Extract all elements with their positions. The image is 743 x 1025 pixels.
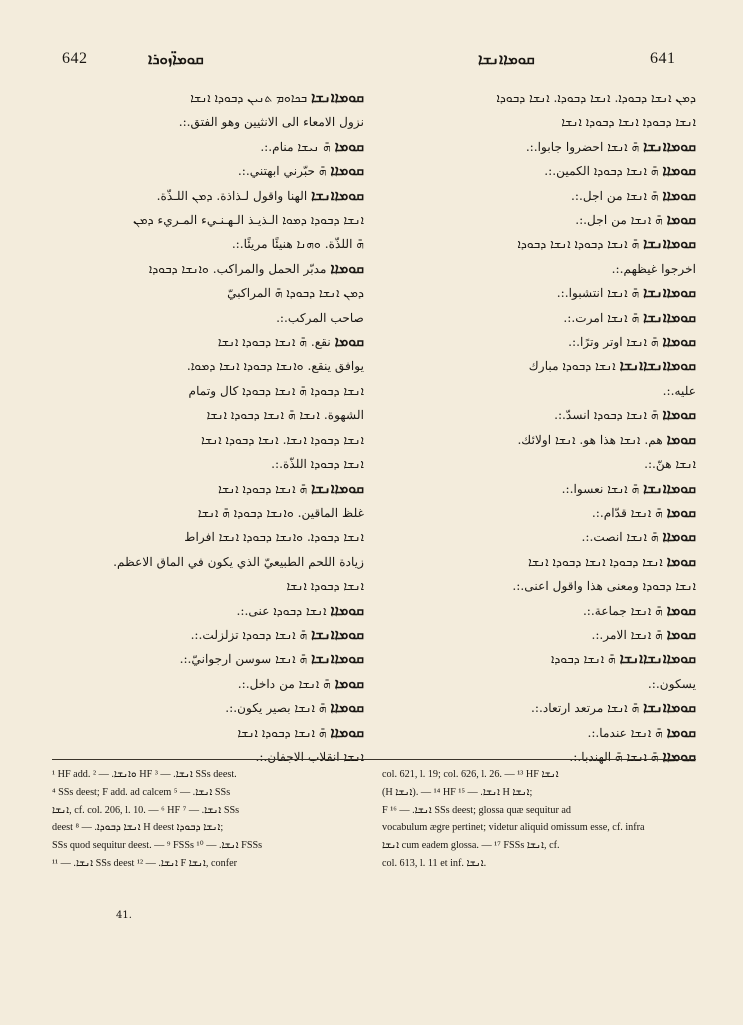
headword: ܩܘܡܐܐܢܫܐܐܢܫܐ: [619, 651, 696, 668]
definition-text: ܗ̄ ܐܢܫܐ ܕܒܘܕܐ الكمين.:.: [544, 164, 659, 179]
definition-text: ܐܢܫܐ هنّ.:.: [644, 457, 696, 472]
definition-text: مدبّر الحمل والمراكب. ܘܐܢܫܐ ܕܒܘܕܐ: [148, 261, 327, 276]
definition-text: ܐܢܫܐ ܕܒܘܕܐ ܐܢܫܐ. ܐܢܫܐ ܕܒܘܕܐ ܐܢܫܐ: [201, 432, 364, 447]
definition-text: ܗ̄ ܐܢܫܐ انصت.:.: [581, 530, 659, 545]
headword: ܩܘܡܐܐ: [330, 700, 364, 717]
headword: ܩܘܡܐ: [334, 138, 364, 155]
definition-text: ܗ̄ ܐܢܫܐ نعسوا.:.: [561, 481, 640, 496]
entry-line: [52, 257, 364, 281]
headword: ܩܘܡܐܐܢܫܐ: [643, 309, 696, 326]
entry-line: [378, 354, 696, 378]
entry-line: [378, 452, 696, 476]
headword: ܩܘܡܐܐܢܫܐ: [311, 626, 364, 643]
definition-text: ܐܢܫܐ ܕܒܘܕܐ مبارك: [528, 359, 616, 374]
definition-text: ܗ̄ ܐܢܫܐ ܕܒܘܕܐ: [550, 652, 616, 667]
headword: ܩܘܡܐ: [666, 602, 696, 619]
headword: ܩܘܡܐ: [666, 431, 696, 448]
footnote-line: vocabulum ægre pertinet; videtur aliquid omissum esse, cf. infra: [382, 822, 645, 834]
definition-text: يسكون.:.: [647, 676, 696, 691]
entry-line: [52, 403, 364, 427]
entry-line: [378, 232, 696, 256]
definition-text: نقع. ܗ̄ ܐܢܫܐ ܕܒܘܕܐ ܐܢܫܐ: [217, 335, 331, 350]
definition-text: غلظ الماقين. ܘܐܢܫܐ ܕܒܘܕܐ ܗ̄ ܐܢܫܐ: [197, 505, 364, 520]
headword: ܩܘܡܐܐ: [662, 334, 696, 351]
entry-line: [52, 86, 364, 110]
entry-line: [52, 159, 364, 183]
definition-text: ܗ̄ حبّرني ابهتني.:.: [237, 164, 327, 179]
entry-line: [378, 379, 696, 403]
headword: ܩܘܡܐ: [666, 553, 696, 570]
page-number-right: 641: [650, 50, 676, 67]
entry-line: [52, 452, 364, 476]
definition-text: ܗ̄ ܐܢܫܐ سوسن ارجوانيّ.:.: [179, 652, 308, 667]
definition-text: ܕܡܢ ܐܢܫܐ ܕܒܘܕܐ ܗ̄ المراكبيّ: [227, 286, 364, 301]
definition-text: ܗ̄ اللذّة. ܘܗܢܐ هنيئًا مريئًا.:.: [231, 237, 364, 252]
headword: ܩܘܡܐܐ: [330, 724, 364, 741]
headword: ܩܘܡܐܐܢܫܐ: [311, 90, 364, 106]
definition-text: ܗ̄ ܐܢܫܐ قدّام.:.: [591, 505, 663, 520]
entry-line: [52, 599, 364, 623]
definition-text: هم. ܐܢܫܐ هذا هو. ܐܢܫܐ اولائك.: [517, 432, 663, 447]
entry-line: [52, 110, 364, 134]
definition-text: ܕܡܢ ܐܢܫܐ ܕܒܘܕܐ. ܐܢܫܐ ܕܒܘܕܐ. ܐܢܫܐ ܕܒܘܕܐ: [496, 91, 696, 105]
headword: ܩܘܡܐܐ: [662, 529, 696, 546]
headword: ܩܘܡܐܐ: [330, 602, 364, 619]
entry-line: [52, 647, 364, 671]
entry-line: [52, 306, 364, 330]
definition-text: الهنا واقول لـذاذة. ܕܡܢ اللـذّة.: [156, 188, 308, 203]
definition-text: ܒܟܐܘܡ ܬܢܝܢ ܕܒܘܕܐ ܐܢܫܐ: [190, 91, 308, 105]
definition-text: ܗ̄ ܐܢܫܐ ܕܒܘܕܐ انسدّ.:.: [554, 408, 659, 423]
headword: ܩܘܡܐܐ: [662, 748, 696, 765]
entry-line: [52, 330, 364, 354]
definition-text: نزول الامعاء الى الانثيين وهو الفتق.:.: [178, 115, 364, 130]
footnote-line: (H ܐܢܫܐ). — ¹⁴ HF ܐܢܫܐ. — ¹⁵ H ܐܢܫܐ;: [382, 786, 533, 798]
left-column: [52, 86, 364, 769]
definition-text: ܗ̄ ܢܝܫܐ منام.:.: [260, 139, 331, 154]
definition-text: ܗ̄ ܐܢܫܐ امرت.:.: [563, 310, 640, 325]
entry-line: [378, 477, 696, 501]
entry-line: [52, 623, 364, 647]
definition-text: ܗ̄ ܐܢܫܐ ܕܒܘܕܐ تزلزلت.:.: [190, 627, 308, 642]
entry-line: [378, 696, 696, 720]
entry-line: [52, 501, 364, 525]
entry-line: [378, 110, 696, 134]
definition-text: ܐܢܫܐ ܕܒܘܕܐ ܕܡܘܐ الـذيـذ الـهـنـيء المـريء ܕܡܢ: [133, 213, 364, 228]
headword: ܩܘܡܐܐܢܫܐ: [311, 651, 364, 668]
footnote-rule: [52, 759, 696, 760]
headword: ܩܘܡܐ: [666, 212, 696, 229]
definition-text: ܗ̄ ܐܢܫܐ ܕܒܘܕܐ ܐܢܫܐ ܕܒܘܕܐ: [517, 237, 640, 252]
headword: ܩܘܡܐܐ: [662, 407, 696, 424]
footnote-line: col. 613, l. 11 et inf. ܐܢܫܐ.: [382, 857, 487, 869]
definition-text: ܗ̄ ܐܢܫܐ الامر.:.: [591, 627, 663, 642]
entry-line: [378, 574, 696, 598]
right-column: [378, 86, 696, 769]
definition-text: ܗ̄ ܐܢܫܐ ܗ̄ الهندبا.:.: [569, 749, 659, 764]
definition-text: الشهوة. ܐܢܫܐ ܗ̄ ܐܢܫܐ ܕܒܘܕܐ ܐܢܫܐ: [206, 408, 364, 423]
definition-text: ܗ̄ ܐܢܫܐ جماعة.:.: [582, 603, 663, 618]
entry-line: [52, 184, 364, 208]
headword: ܩܘܡܐܐ: [662, 187, 696, 204]
definition-text: اخرجوا غيظهم.:.: [611, 261, 696, 276]
definition-text: ܐܢܫܐ ܕܒܘܕܐ. ܘܐܢܫܐ ܕܒܘܕܐ ܐܢܫܐ افراط: [184, 530, 364, 545]
footnote-line: ܐܢܫܐ cum eadem glossa. — ¹⁷ FSSs ܐܢܫܐ, cf.: [382, 840, 560, 852]
entry-line: [52, 721, 364, 745]
signature-mark: 41.: [116, 910, 132, 921]
footnote-line: SSs quod sequitur deest. — ⁹ FSSs ܐܢܫܐ. — ¹⁰ FSSs: [52, 840, 263, 852]
definition-text: زيادة اللحم الطبيعيّ الذي يكون في الماق الاعظم.: [113, 554, 364, 569]
headword: ܩܘܡܐ: [666, 724, 696, 741]
entry-line: [378, 135, 696, 159]
footnotes-left: [52, 766, 358, 873]
headword: ܩܘܡܐ: [666, 626, 696, 643]
definition-text: ܗ̄ ܐܢܫܐ بصير يكون.:.: [225, 701, 327, 716]
definition-text: ܐܢܫܐ ܕܒܘܕܐ ܐܢܫܐ: [286, 579, 364, 594]
entry-line: [52, 135, 364, 159]
footnote-line: ܐܢܫܐ. — ¹¹ SSs deest ܐܢܫܐ. — ¹² F ܐܢܫܐ, confer: [52, 857, 238, 869]
entry-line: [52, 525, 364, 549]
definition-text: ܗ̄ ܐܢܫܐ من اجل.:.: [570, 188, 659, 203]
entry-line: [378, 501, 696, 525]
entry-line: [378, 208, 696, 232]
headword: ܩܘܡܐܐܢܫܐ: [643, 236, 696, 253]
definition-text: ܗ̄ ܐܢܫܐ اوتر وترًا.:.: [568, 335, 659, 350]
headword: ܩܘܡܐܐ: [330, 163, 364, 180]
entry-line: [378, 550, 696, 574]
definition-text: عليه.:.: [662, 383, 696, 398]
entry-line: [52, 428, 364, 452]
entry-line: [378, 403, 696, 427]
entry-line: [378, 428, 696, 452]
headword: ܩܘܡܐܐܢܫܐ: [643, 700, 696, 717]
definition-text: ܐܢܫܐ ܕܒܘܕܐ عنى.:.: [236, 603, 327, 618]
headword: ܩܘܡܐܐ: [662, 163, 696, 180]
definition-text: ܗ̄ ܐܢܫܐ انتشبوا.:.: [556, 286, 640, 301]
headword: ܩܘܡܐܐܢܫܐ: [311, 480, 364, 497]
definition-text: ܗ̄ ܐܢܫܐ ܕܒܘܕܐ ܐܢܫܐ: [218, 481, 308, 496]
entry-line: [378, 159, 696, 183]
page-number-left: 642: [62, 50, 88, 67]
definition-text: ܐܢܫܐ ܕܒܘܕܐ اللذّة.:.: [271, 457, 364, 472]
entry-line: [378, 672, 696, 696]
entry-line: [378, 721, 696, 745]
footnote-line: deest ܐܢܫܐ ܕܒܘܕܐ. — ⁸ H deest ܐܢܫܐ ܕܒܘܕܐ;: [52, 822, 224, 834]
entry-line: [378, 281, 696, 305]
headword: ܩܘܡܐܐܢܫܐ: [643, 480, 696, 497]
running-head-left: ܩܘܡܐ̈ܙܘܪܐ: [148, 50, 204, 68]
footnote-line: ⁴ SSs deest; F add. ad calcem ܐܢܫܐ. — ⁵ SSs: [52, 786, 231, 798]
headword: ܩܘܡܐ: [666, 504, 696, 521]
entry-line: [378, 647, 696, 671]
definition-text: ܐܢܫܐ ܕܒܘܕܐ ܗ̄ ܐܢܫܐ ܕܒܘܕܐ كال وتمام: [188, 383, 364, 398]
definition-text: ܗ̄ ܐܢܫܐ احضروا جابوا.:.: [525, 139, 640, 154]
entry-line: [378, 257, 696, 281]
entry-line: [52, 672, 364, 696]
entry-line: [378, 86, 696, 110]
entry-line: [52, 281, 364, 305]
footnote-line: F ܐܢܫܐ. — ¹⁶ SSs deest; glossa quæ sequitur ad: [382, 804, 572, 816]
headword: ܩܘܡܐܐܢܫܐܐܢܫܐ: [619, 358, 696, 375]
entry-line: [378, 599, 696, 623]
entry-line: [378, 330, 696, 354]
entry-line: [52, 354, 364, 378]
definition-text: ܐܢܫܐ ܕܒܘܕܐ ومعنى هذا واقول اعنى.:.: [512, 579, 696, 594]
running-head-right: ܩܘܡܐܐܢܫܐ: [478, 50, 535, 68]
headword: ܩܘܡܐ: [334, 334, 364, 351]
entry-line: [52, 379, 364, 403]
entry-line: [52, 696, 364, 720]
definition-text: ܐܢܫܐ ܕܒܘܕܐ ܐܢܫܐ ܕܒܘܕܐ ܐܢܫܐ: [528, 554, 663, 569]
entry-line: [52, 574, 364, 598]
headword: ܩܘܡܐܐܢܫܐ: [643, 285, 696, 302]
definition-text: ܗ̄ ܐܢܫܐ ܕܒܘܕܐ ܐܢܫܐ: [237, 725, 327, 740]
definition-text: ܗ̄ ܐܢܫܐ من اجل.:.: [575, 213, 663, 228]
entry-line: [378, 623, 696, 647]
headword: ܩܘܡܐ: [334, 675, 364, 692]
headword: ܩܘܡܐܐ: [330, 260, 364, 277]
footnote-line: ¹ HF add. ܘܐܢܫܐ. — ² HF ܐܢܫܐ. — ³ SSs deest.: [52, 769, 237, 780]
definition-text: ܗ̄ ܐܢܫܐ مرتعد ارتعاد.:.: [531, 701, 640, 716]
entry-line: [52, 232, 364, 256]
entry-line: [378, 525, 696, 549]
definition-text: ܐܢܫܐ انقلاب الاجفان.:.: [255, 749, 364, 764]
headword: ܩܘܡܐܐܢܫܐ: [311, 187, 364, 204]
footnote-line: ܐܢܫܐ, cf. col. 206, l. 10. — ⁶ HF ܐܢܫܐ. — ⁷ SSs: [52, 804, 240, 816]
definition-text: ܗ̄ ܐܢܫܐ من داخل.:.: [237, 676, 331, 691]
entry-line: [52, 208, 364, 232]
footnotes-right: [382, 766, 696, 873]
headword: ܩܘܡܐܐܢܫܐ: [643, 138, 696, 155]
definition-text: يوافق ينقع. ܘܐܢܫܐ ܕܒܘܕܐ ܐܢܫܐ ܕܡܘܐ.: [186, 359, 364, 374]
definition-text: ܗ̄ ܐܢܫܐ عندما.:.: [587, 725, 663, 740]
entry-line: [52, 550, 364, 574]
entry-line: [378, 184, 696, 208]
entry-line: [378, 306, 696, 330]
definition-text: صاحب المركب.:.: [276, 310, 364, 325]
entry-line: [52, 477, 364, 501]
definition-text: ܐܢܫܐ ܕܒܘܕܐ ܐܢܫܐ ܕܒܘܕܐ ܐܢܫܐ: [561, 115, 696, 130]
footnote-line: col. 621, l. 19; col. 626, l. 26. — ¹³ HF ܐܢܫܐ: [382, 769, 559, 780]
